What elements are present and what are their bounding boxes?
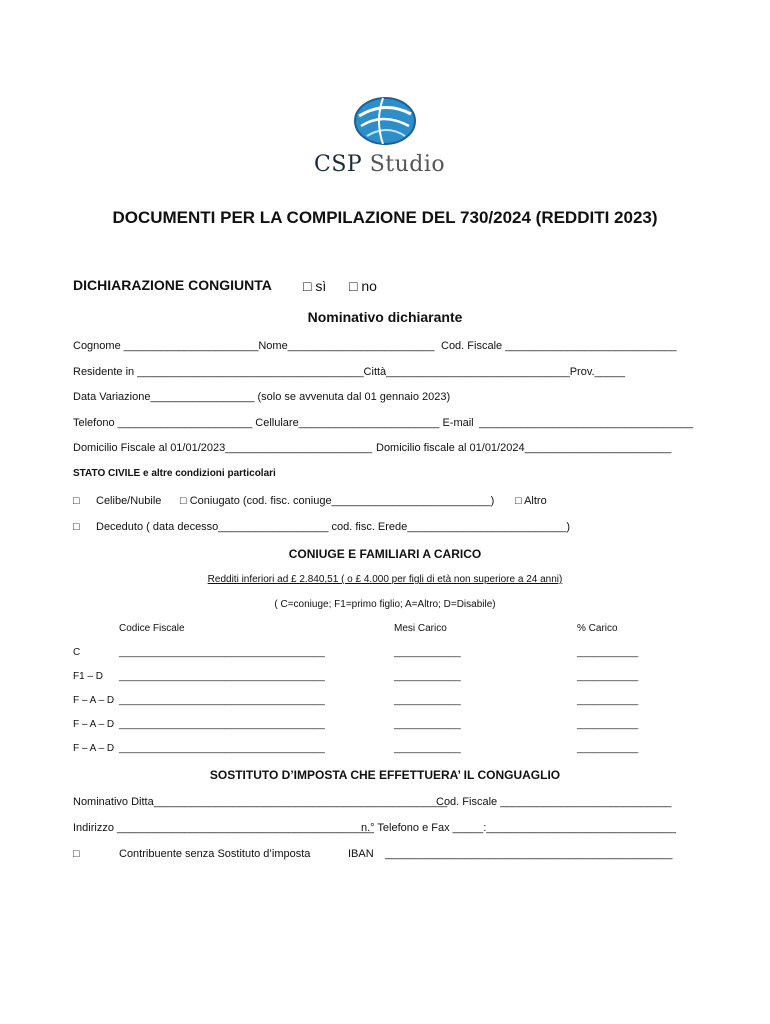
email-field[interactable]: ___________________________________	[479, 417, 694, 429]
fiscal-code-field[interactable]: Cod. Fiscale ____________________________	[441, 340, 677, 352]
row-percent-field[interactable]: ___________	[577, 671, 639, 682]
phone-fax-field[interactable]: n.° Telefono e Fax _____:_______________________________	[361, 822, 676, 834]
declarant-heading: Nominativo dichiarante	[307, 309, 463, 325]
row-cf-field[interactable]: _____________________________________	[119, 695, 325, 706]
iban-field[interactable]: _______________________________________________	[385, 848, 673, 860]
row-code: C	[73, 647, 81, 658]
row-cf-field[interactable]: _____________________________________	[119, 647, 325, 658]
row-months-field[interactable]: ____________	[394, 743, 461, 754]
deceased-checkbox[interactable]: □	[73, 521, 80, 533]
no-substitute-checkbox[interactable]: □	[73, 848, 80, 860]
row-cf-field[interactable]: _____________________________________	[119, 719, 325, 730]
row-months-field[interactable]: ____________	[394, 719, 461, 730]
domicile-2024-field[interactable]: Domicilio fiscale al 01/01/2024________________________	[376, 442, 672, 454]
page-title: DOCUMENTI PER LA COMPILAZIONE DEL 730/2024 (REDDITI 2023)	[112, 208, 658, 227]
row-months-field[interactable]: ____________	[394, 695, 461, 706]
row-percent-field[interactable]: ___________	[577, 695, 639, 706]
company-fiscal-code-field[interactable]: Cod. Fiscale ____________________________	[436, 796, 672, 808]
row-percent-field[interactable]: ___________	[577, 743, 639, 754]
income-note: Redditi inferiori ad £ 2.840,51 ( o £ 4.000 per figli di età non superiore a 24 anni)	[207, 574, 563, 585]
joint-yes-checkbox[interactable]: □ sì	[303, 278, 327, 294]
joint-no-checkbox[interactable]: □ no	[349, 278, 377, 294]
row-cf-field[interactable]: _____________________________________	[119, 743, 325, 754]
col-months: Mesi Carico	[394, 623, 447, 634]
company-name-field[interactable]: Nominativo Ditta________________________________________________	[73, 796, 448, 808]
address-field[interactable]: Indirizzo __________________________________________	[73, 822, 374, 834]
joint-label: DICHIARAZIONE CONGIUNTA	[73, 277, 272, 293]
residence-field[interactable]: Residente in _____________________________________Città______________________________Prov._____	[73, 366, 626, 378]
coniugato-checkbox[interactable]: □ Coniugato (cod. fisc. coniuge__________________________)	[180, 495, 495, 507]
brand-name: CSP Studio	[314, 152, 446, 177]
row-code: F – A – D	[73, 719, 115, 730]
altro-checkbox[interactable]: □ Altro	[515, 495, 547, 507]
iban-label: IBAN	[348, 848, 374, 860]
employer-heading: SOSTITUTO D’IMPOSTA CHE EFFETTUERA’ IL CONGUAGLIO	[209, 768, 561, 782]
domicile-2023-field[interactable]: Domicilio Fiscale al 01/01/2023________________________	[73, 442, 373, 454]
row-months-field[interactable]: ____________	[394, 647, 461, 658]
row-code: F – A – D	[73, 743, 115, 754]
row-code: F – A – D	[73, 695, 115, 706]
row-percent-field[interactable]: ___________	[577, 647, 639, 658]
col-fiscal-code: Codice Fiscale	[119, 623, 185, 634]
family-heading: CONIUGE E FAMILIARI A CARICO	[288, 547, 482, 561]
row-code: F1 – D	[73, 671, 104, 682]
csp-globe-logo	[353, 96, 417, 146]
celibe-label: Celibe/Nubile	[96, 495, 162, 507]
surname-name-field[interactable]: Cognome ______________________Nome________________________	[73, 340, 435, 352]
row-percent-field[interactable]: ___________	[577, 719, 639, 730]
no-substitute-label: Contribuente senza Sostituto d’imposta	[119, 848, 311, 860]
row-months-field[interactable]: ____________	[394, 671, 461, 682]
family-legend: ( C=coniuge; F1=primo figlio; A=Altro; D=Disabile)	[274, 599, 496, 610]
phone-mobile-field[interactable]: Telefono ______________________ Cellulare_______________________ E-mail	[73, 417, 474, 429]
row-cf-field[interactable]: _____________________________________	[119, 671, 325, 682]
change-date-field[interactable]: Data Variazione_________________ (solo se avvenuta dal 01 gennaio 2023)	[73, 391, 451, 403]
deceased-field[interactable]: Deceduto ( data decesso__________________ cod. fisc. Erede__________________________)	[96, 521, 571, 533]
celibe-checkbox[interactable]: □	[73, 495, 80, 507]
col-percent: % Carico	[577, 623, 618, 634]
civil-status-heading: STATO CIVILE e altre condizioni particolari	[73, 468, 276, 479]
